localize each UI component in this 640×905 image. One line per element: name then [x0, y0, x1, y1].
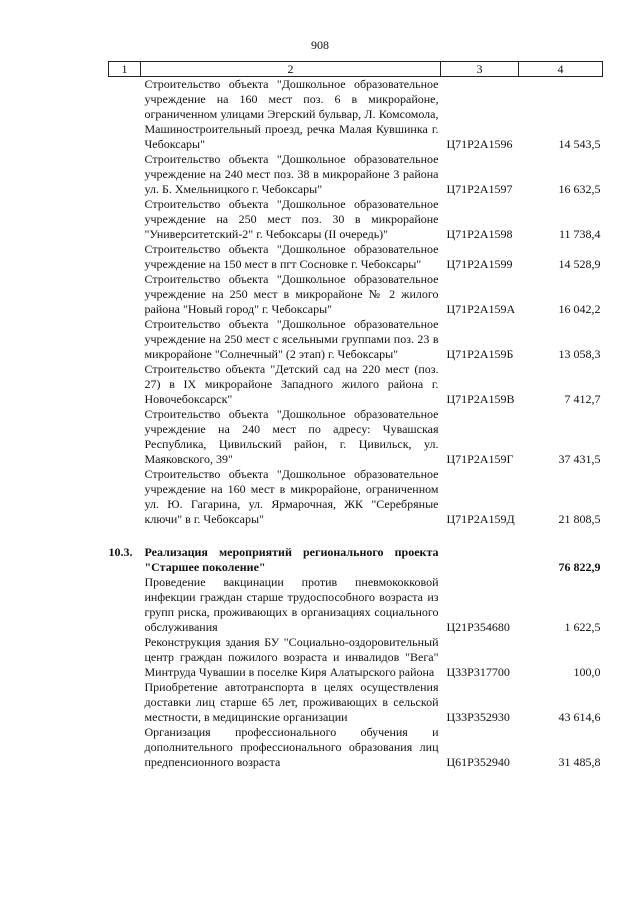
- row-amount: 14 528,9: [558, 257, 601, 271]
- row-number: 10.3.: [108, 545, 133, 559]
- row-description: Строительство объекта "Детский сад на 220 мест (поз. 27) в IX микрорайоне Западного жилого района г. Новочебоксарск": [144, 362, 439, 406]
- table-row: [109, 197, 603, 242]
- table-row: [109, 317, 603, 362]
- row-description: Организация профессионального обучения и дополнительного профессионального образования лиц предпенсионного возраста: [144, 725, 439, 769]
- header-col-2: 2: [141, 62, 441, 77]
- row-description: Реализация мероприятий регионального проекта "Старшее поколение": [144, 545, 439, 574]
- section-row: [109, 527, 603, 575]
- row-number: [109, 77, 141, 153]
- row-description: Строительство объекта "Дошкольное образовательное учреждение на 240 мест поз. 38 в микрорайоне 3 района ул. Б. Хмельницкого г. Чебоксары": [144, 152, 439, 196]
- table-row: [109, 467, 603, 527]
- row-code: Ц71Р2А159Б: [446, 347, 514, 361]
- row-code: [441, 527, 519, 575]
- row-code: Ц71Р2А159Г: [446, 452, 514, 466]
- row-amount: 37 431,5: [558, 452, 601, 466]
- table-row: [109, 152, 603, 197]
- row-code: Ц61Р352940: [446, 755, 510, 769]
- row-amount: 76 822,9: [558, 560, 601, 574]
- row-code: Ц71Р2А1599: [446, 257, 513, 271]
- header-col-3: 3: [441, 62, 519, 77]
- row-number: [109, 362, 141, 407]
- table-row: [109, 635, 603, 680]
- page-number: 908: [311, 38, 329, 52]
- row-description: Строительство объекта "Дошкольное образовательное учреждение на 150 мест в пгт Сосновке г. Чебоксары": [144, 242, 439, 271]
- header-col-1: 1: [109, 62, 141, 77]
- row-description: Строительство объекта "Дошкольное образовательное учреждение на 160 мест поз. 6 в микрорайоне, ограниченном улицами Эгерский бульвар, Л. Комсомола, Машиностроительный проезд, речка Малая Кувшинка г. Чебоксары": [144, 77, 439, 151]
- row-code: Ц71Р2А1596: [446, 137, 513, 151]
- table-row: [109, 680, 603, 725]
- row-amount: 16 632,5: [558, 182, 601, 196]
- row-number: [109, 152, 141, 197]
- row-number: [109, 680, 141, 725]
- table-row: [109, 362, 603, 407]
- row-number: [109, 635, 141, 680]
- row-amount: 7 412,7: [564, 392, 601, 406]
- row-number: [109, 197, 141, 242]
- budget-table: [108, 61, 603, 770]
- row-code: Ц71Р2А159А: [446, 302, 516, 316]
- row-code: Ц71Р2А1597: [446, 182, 513, 196]
- table-row: [109, 242, 603, 272]
- row-amount: 13 058,3: [558, 347, 601, 361]
- row-amount: 31 485,8: [558, 755, 601, 769]
- row-description: Проведение вакцинации против пневмококковой инфекции граждан старше трудоспособного возраста из групп риска, проживающих в организациях социального обслуживания: [144, 575, 439, 634]
- row-code: Ц33Р317700: [446, 665, 510, 679]
- table-row: [109, 725, 603, 770]
- row-number: [109, 272, 141, 317]
- row-code: Ц71Р2А1598: [446, 227, 513, 241]
- header-col-4: 4: [519, 62, 603, 77]
- row-description: Строительство объекта "Дошкольное образовательное учреждение на 250 мест с ясельными группами поз. 23 в микрорайоне "Солнечный" (2 этап) г. Чебоксары": [144, 317, 439, 361]
- row-code: Ц71Р2А159Д: [446, 512, 515, 526]
- table-header: [109, 62, 603, 77]
- row-amount: 100,0: [573, 665, 601, 679]
- row-description: Приобретение автотранспорта в целях осуществления доставки лиц старше 65 лет, проживающих в сельской местности, в медицинские организации: [144, 680, 439, 724]
- table-row: [109, 77, 603, 153]
- row-description: Реконструкция здания БУ "Социально-оздоровительный центр граждан пожилого возраста и инвалидов "Вега" Минтруда Чувашии в поселке Киря Алатырского района: [144, 635, 439, 679]
- row-description: Строительство объекта "Дошкольное образовательное учреждение на 160 мест в микрорайоне, ограниченном ул. Ю. Гагарина, ул. Ярмарочная, ЖК "Серебряные ключи" в г. Чебоксары": [144, 467, 439, 526]
- row-amount: 14 543,5: [558, 137, 601, 151]
- row-description: Строительство объекта "Дошкольное образовательное учреждение на 240 мест по адресу: Чувашская Республика, Цивильский район, г. Цивильск, ул. Маяковского, 39": [144, 407, 439, 466]
- row-number: [109, 407, 141, 467]
- row-amount: 16 042,2: [558, 302, 601, 316]
- row-number: [109, 242, 141, 272]
- row-amount: 11 738,4: [558, 227, 601, 241]
- row-description: Строительство объекта "Дошкольное образовательное учреждение на 250 мест в микрорайоне № 2 жилого района "Новый город" г. Чебоксары": [144, 272, 439, 316]
- row-code: Ц33Р352930: [446, 710, 510, 724]
- table-row: [109, 407, 603, 467]
- table-body: [109, 77, 603, 771]
- row-code: Ц21Р354680: [446, 620, 510, 634]
- row-code: Ц71Р2А159В: [446, 392, 515, 406]
- row-amount: 43 614,6: [558, 710, 601, 724]
- row-description: Строительство объекта "Дошкольное образовательное учреждение на 250 мест поз. 30 в микрорайоне "Университетский-2" г. Чебоксары (II очередь)": [144, 197, 439, 241]
- table-row: [109, 272, 603, 317]
- row-number: [109, 467, 141, 527]
- row-number: [109, 725, 141, 770]
- row-amount: 21 808,5: [558, 512, 601, 526]
- row-number: [109, 575, 141, 635]
- row-number: [109, 317, 141, 362]
- row-amount: 1 622,5: [564, 620, 601, 634]
- table-row: [109, 575, 603, 635]
